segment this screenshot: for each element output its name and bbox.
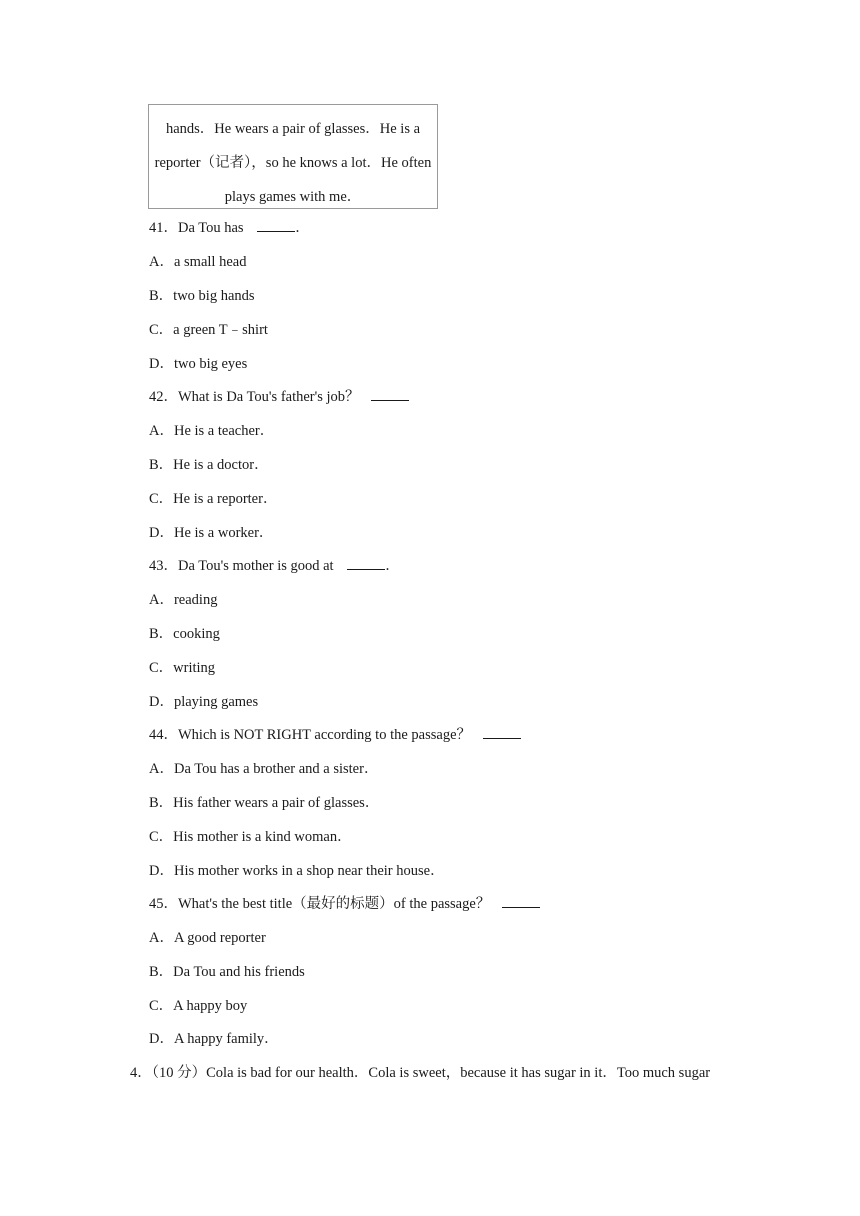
- question-stem-text: 45．What's the best title（最好的标题）of the passage？: [149, 896, 494, 912]
- question-43-option-d: D．playing games: [149, 694, 259, 710]
- question-44-option-a: A．Da Tou has a brother and a sister．: [149, 761, 379, 777]
- question-45-option-d: D．A happy family．: [149, 1031, 279, 1047]
- question-41-option-c: C．a green T﹣shirt: [149, 322, 268, 338]
- question-45-stem: [149, 895, 540, 913]
- question-45-option-c: C．A happy boy: [149, 998, 248, 1014]
- question-43-option-a: A．reading: [149, 592, 218, 608]
- question-44-option-c: C．His mother is a kind woman．: [149, 829, 352, 845]
- passage-line-1: hands．He wears a pair of glasses．He is a: [165, 121, 421, 137]
- passage-box: [148, 104, 438, 209]
- question-42-option-d: D．He is a worker．: [149, 525, 274, 541]
- question-44-option-d: D．His mother works in a shop near their house．: [149, 863, 445, 879]
- question-41-option-b: B．two big hands: [149, 288, 255, 304]
- answer-blank[interactable]: [483, 726, 521, 739]
- question-42-option-a: A．He is a teacher．: [149, 423, 275, 439]
- question-42-option-c: C．He is a reporter．: [149, 491, 278, 507]
- question-43-stem: [149, 557, 400, 575]
- answer-blank[interactable]: [502, 895, 540, 908]
- question-42-stem: [149, 388, 409, 406]
- question-44-stem: [149, 726, 521, 744]
- answer-blank[interactable]: [257, 219, 295, 232]
- question-45-option-b: B．Da Tou and his friends: [149, 964, 305, 980]
- question-44-option-b: B．His father wears a pair of glasses．: [149, 795, 380, 811]
- passage-line-3: plays games with me．: [224, 189, 362, 205]
- question-42-option-b: B．He is a doctor．: [149, 457, 269, 473]
- question-stem-text: 43．Da Tou's mother is good at: [149, 558, 338, 574]
- question-41-option-d: D．two big eyes: [149, 356, 248, 372]
- passage-line-2: reporter（记者），so he knows a lot．He often: [154, 155, 432, 171]
- question-43-option-c: C．writing: [149, 660, 216, 676]
- question-stem-end: ．: [295, 220, 310, 236]
- question-stem-end: ．: [385, 558, 400, 574]
- question-41-stem: [149, 219, 310, 237]
- question-41-option-a: A．a small head: [149, 254, 247, 270]
- question-stem-text: 42．What is Da Tou's father's job？: [149, 389, 364, 405]
- question-43-option-b: B．cooking: [149, 626, 220, 642]
- next-section-text: 4．（10 分）Cola is bad for our health．Cola is sweet，because it has sugar in it．Too much sugar: [130, 1065, 711, 1081]
- question-45-option-a: A．A good reporter: [149, 930, 266, 946]
- question-stem-text: 44．Which is NOT RIGHT according to the passage？: [149, 727, 475, 743]
- question-stem-text: 41．Da Tou has: [149, 220, 248, 236]
- answer-blank[interactable]: [347, 557, 385, 570]
- answer-blank[interactable]: [371, 388, 409, 401]
